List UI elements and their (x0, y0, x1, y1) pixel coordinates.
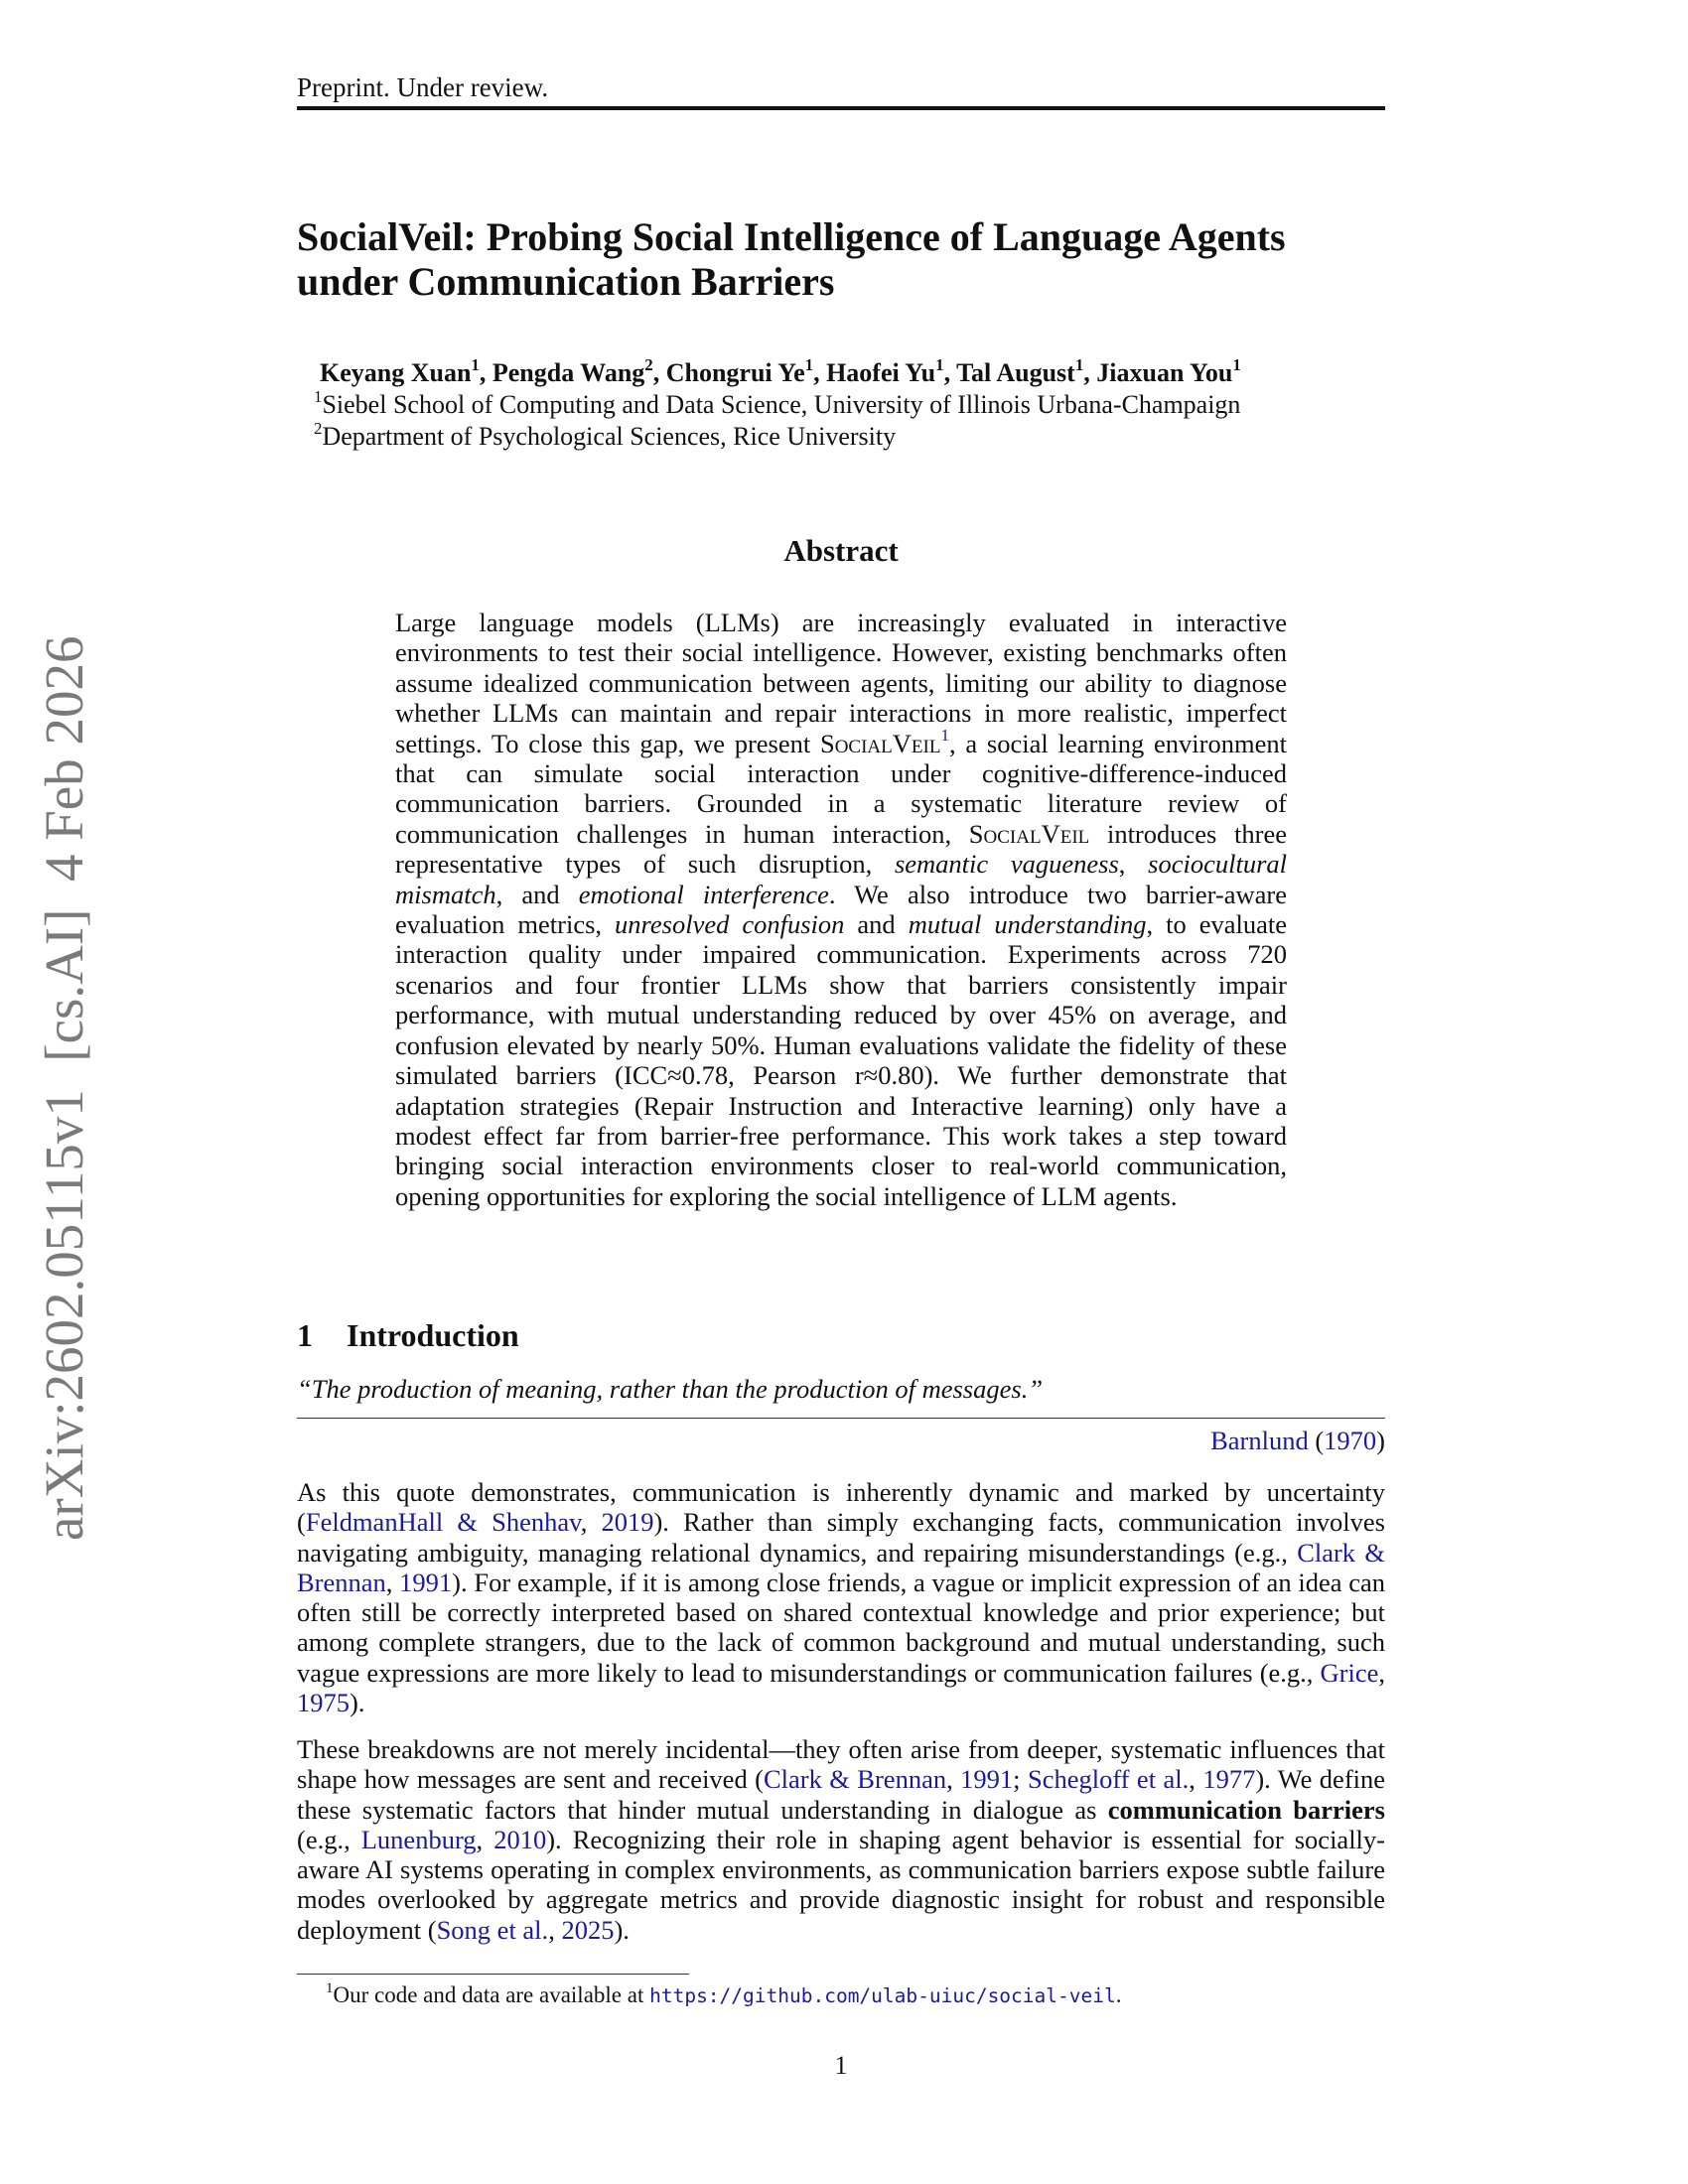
abstract-body (395, 608, 1287, 1211)
author-affiliation-mark: 1 (471, 354, 480, 374)
citation-year-link[interactable]: 1991 (399, 1567, 453, 1597)
barrier-type: emotional interference (578, 879, 829, 909)
affiliation-number: 2 (314, 418, 323, 438)
citation-link[interactable]: Schegloff et al. (1027, 1764, 1190, 1795)
epigraph-attribution: Barnlund (1970) (1210, 1426, 1385, 1455)
citation-year-link[interactable]: 1991 (960, 1764, 1014, 1795)
footnote (326, 1980, 1388, 2011)
citation-year-link[interactable]: 2010 (493, 1824, 547, 1854)
footnote-text: Our code and data are available at (333, 1982, 650, 2007)
abstract-text: introduces three representative types of such disruption, (395, 818, 1287, 880)
epigraph-rule (297, 1418, 1385, 1419)
citation-link[interactable]: Clark & Brennan (297, 1537, 1385, 1597)
affiliation-number: 1 (314, 386, 323, 406)
citation-year-link[interactable]: 2025 (561, 1914, 615, 1945)
section-number: 1 (297, 1317, 313, 1353)
barrier-type: semantic vagueness (894, 849, 1119, 880)
section-title: Introduction (347, 1317, 519, 1353)
affiliation-2 (314, 418, 1402, 453)
intro-paragraph-1: As this quote demonstrates, communication is inherently dynamic and marked by uncertainty (FeldmanHall & Shenhav, 2019). Rather than simply exchanging facts, communication involves navigating ambiguity, managing relational dynamics, and repairing misunderstandings (e.g., Clark & Brennan, 1991). For example, if it is among close friends, a vague or implicit expression of an idea can often still be correctly interpreted based on shared contextual knowledge and prior experience; but among complete strangers, due to the lack of common background and mutual understanding, such vague expressions are more likely to lead to misunderstandings or communication failures (e.g., Grice, 1975). (297, 1477, 1386, 1718)
affiliation-text: Siebel School of Computing and Data Science, University of Illinois Urbana-Champaign (322, 390, 1241, 419)
body-text: ). Recognizing their role in shaping agent behavior is essential for socially-aware AI systems operating in complex environments, as communication barriers expose subtle failure modes overlooked by aggregate metrics and provide diagnostic insight for robust and responsible deployment ( (297, 1824, 1385, 1945)
body-text: As this quote demonstrates, communication is inherently dynamic and marked by uncertainty ( (297, 1477, 1385, 1538)
author-name: Jiaxuan You (1096, 358, 1233, 387)
author-name: Tal August (956, 358, 1075, 387)
title-line-1: SocialVeil: Probing Social Intelligence of Language Agents (297, 214, 1286, 259)
running-header: Preprint. Under review. (297, 72, 549, 102)
key-term: communication barriers (1107, 1794, 1385, 1825)
repository-url-link[interactable]: https://github.com/ulab-uiuc/social-veil (649, 1984, 1116, 2007)
abstract-text: . We also introduce two barrier-aware evaluation metrics, (395, 879, 1287, 940)
citation-link[interactable]: FeldmanHall & Shenhav (305, 1507, 581, 1538)
author-affiliation-mark: 2 (644, 354, 653, 374)
metric-name: unresolved confusion (615, 909, 845, 940)
footnote-marker[interactable]: 1 (940, 726, 950, 746)
citation-link[interactable]: Grice (1320, 1657, 1379, 1688)
header-rule (297, 106, 1385, 110)
body-text: ). For example, if it is among close friends, a vague or implicit expression of an idea can often still be correctly interpreted based on shared contextual knowledge and prior experience; but among complete strangers, due to the lack of common background and mutual understanding, such vague expressions are more likely to lead to misunderstandings or communication failures (e.g., (297, 1567, 1386, 1688)
paper-title (297, 214, 1399, 304)
system-name: SocialVeil (968, 818, 1090, 849)
author-name: Pengda Wang (492, 358, 645, 387)
abstract-text: Large language models (LLMs) are increasingly evaluated in interactive environments to test their social intelligence. However, existing benchmarks often assume idealized communication between agents, limiting our ability to diagnose whether LLMs can maintain and repair interactions in more realistic, imperfect settings. To close this gap, we present (395, 608, 1287, 758)
abstract-text: and (844, 909, 909, 940)
citation-link[interactable]: Lunenburg (360, 1824, 477, 1854)
author-affiliation-mark: 1 (804, 354, 814, 374)
title-line-2: under Communication Barriers (297, 259, 835, 304)
affiliation-text: Department of Psychological Sciences, Rice University (322, 422, 897, 451)
page-number: 1 (834, 2051, 848, 2080)
author-affiliation-mark: 1 (935, 354, 944, 374)
author-list: Keyang Xuan$^1$, Pengda Wang$^2$, Chongrui Ye$^1$, Haofei Yu$^1$, Tal August$^1$, Jiaxuan You$^1$ (320, 354, 1241, 387)
body-text: ). (614, 1914, 630, 1945)
abstract-heading: Abstract (783, 533, 899, 568)
body-text: ). Rather than simply exchanging facts, communication involves navigating ambiguity, managing relational dynamics, and repairing misunderstandings (e.g., (297, 1507, 1385, 1568)
arxiv-stamp: arXiv:2602.05115v1 [cs.AI] 4 Feb 2026 (34, 635, 94, 1541)
author-name: Chongrui Ye (665, 358, 805, 387)
author-block (314, 354, 1402, 453)
citation-year-link[interactable]: 1970 (1324, 1426, 1377, 1455)
footnote-number: 1 (326, 1979, 334, 1996)
abstract-text: , and (495, 879, 579, 909)
author-affiliation-mark: 1 (1074, 354, 1084, 374)
metric-name: mutual understanding (908, 909, 1147, 940)
abstract-text: , (1118, 849, 1149, 880)
body-text: These breakdowns are not merely incidental—they often arise from deeper, systematic influences that shape how messages are sent and received ( (297, 1734, 1385, 1795)
author-name: Haofei Yu (826, 358, 936, 387)
author-name: Keyang Xuan (320, 358, 472, 387)
barrier-type: sociocultural mismatch (395, 849, 1287, 909)
footnote-rule (297, 1974, 689, 1975)
citation-link[interactable]: Song et al. (436, 1914, 549, 1945)
section-heading (297, 1316, 1385, 1354)
citation-link[interactable]: Barnlund (1210, 1426, 1309, 1455)
epigraph-quote: “The production of meaning, rather than the production of messages.” (297, 1374, 1044, 1404)
system-name: SocialVeil (819, 728, 941, 758)
affiliation-1 (314, 386, 1402, 421)
citation-link[interactable]: Clark & Brennan (763, 1764, 947, 1795)
footnote-text: . (1115, 1982, 1122, 2007)
abstract-text: , to evaluate interaction quality under impaired communication. Experiments across 720 scenarios and four frontier LLMs show that barriers consistently impair performance, with mutual understanding reduced by over 45% on average, and confusion elevated by nearly 50%. Human evaluations validate the fidelity of these simulated barriers (ICC≈0.78, Pearson r≈0.80). We further demonstrate that adaptation strategies (Repair Instruction and Interactive learning) only have a modest effect far from barrier-free performance. This work takes a step toward bringing social interaction environments closer to real-world communication, opening opportunities for exploring the social intelligence of LLM agents. (395, 909, 1288, 1211)
citation-year-link[interactable]: 1977 (1202, 1764, 1256, 1795)
abstract-text: , a social learning environment that can simulate social interaction under cognitive-difference-induced communication barriers. Grounded in a systematic literature review of communication challenges in human interaction, (395, 728, 1287, 849)
author-affiliation-mark: 1 (1232, 354, 1241, 374)
citation-year-link[interactable]: 1975 (297, 1688, 350, 1718)
body-text: ). (350, 1688, 365, 1718)
citation-year-link[interactable]: 2019 (601, 1507, 654, 1538)
body-text: (e.g., (297, 1824, 361, 1854)
body-text: ). We define these systematic factors that hinder mutual understanding in dialogue as (297, 1764, 1386, 1825)
intro-paragraph-2: These breakdowns are not merely incidental—they often arise from deeper, systematic influences that shape how messages are sent and received (Clark & Brennan, 1991; Schegloff et al., 1977). We define these systematic factors that hinder mutual understanding in dialogue as communication barriers (e.g., Lunenburg, 2010). Recognizing their role in shaping agent behavior is essential for socially-aware AI systems operating in complex environments, as communication barriers expose subtle failure modes overlooked by aggregate metrics and provide diagnostic insight for robust and responsible deployment (Song et al., 2025). (297, 1734, 1386, 1945)
